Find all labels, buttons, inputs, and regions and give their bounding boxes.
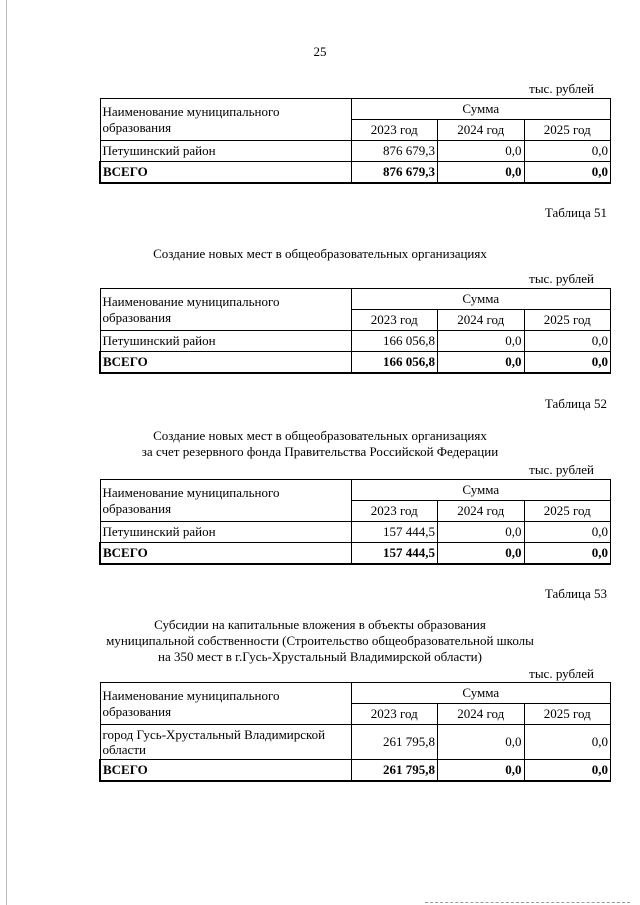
name-column-header: Наименование муниципального образования <box>100 683 351 725</box>
units-label: тыс. рублей <box>529 462 594 477</box>
table-row <box>100 141 611 162</box>
row-name: Петушинский район <box>100 522 351 543</box>
total-value: 157 444,5 <box>351 543 438 565</box>
sum-header: Сумма <box>351 99 611 120</box>
table-label: Таблица 51 <box>544 205 607 220</box>
row-value: 0,0 <box>524 141 611 162</box>
total-label: ВСЕГО <box>100 543 351 565</box>
table-row <box>100 725 611 760</box>
table-row <box>100 522 611 543</box>
total-value: 0,0 <box>524 352 611 374</box>
total-value: 0,0 <box>438 162 525 184</box>
sum-header: Сумма <box>351 480 611 501</box>
row-name: город Гусь-Хрустальный Владимирской области <box>100 725 351 760</box>
units-label: тыс. рублей <box>529 81 594 96</box>
year-header: 2025 год <box>524 501 611 522</box>
name-column-header: Наименование муниципального образования <box>100 480 351 522</box>
total-value: 876 679,3 <box>351 162 438 184</box>
units-label: тыс. рублей <box>529 666 594 681</box>
year-header: 2024 год <box>438 501 525 522</box>
row-value: 157 444,5 <box>351 522 438 543</box>
data-table-52 <box>99 479 611 565</box>
year-header: 2024 год <box>438 310 525 331</box>
year-header: 2025 год <box>524 704 611 725</box>
row-value: 261 795,8 <box>351 725 438 760</box>
sum-header: Сумма <box>351 289 611 310</box>
year-header: 2023 год <box>351 501 438 522</box>
year-header: 2025 год <box>524 310 611 331</box>
row-value: 0,0 <box>524 331 611 352</box>
scan-bottom-dash <box>425 902 630 903</box>
name-column-header: Наименование муниципального образования <box>100 99 351 141</box>
units-label: тыс. рублей <box>529 271 594 286</box>
total-row <box>100 543 611 565</box>
row-value: 0,0 <box>438 725 525 760</box>
table-row <box>100 331 611 352</box>
row-value: 166 056,8 <box>351 331 438 352</box>
data-table-51 <box>99 288 611 374</box>
total-value: 0,0 <box>438 760 525 782</box>
total-label: ВСЕГО <box>100 760 351 782</box>
row-value: 876 679,3 <box>351 141 438 162</box>
row-value: 0,0 <box>524 522 611 543</box>
sum-header: Сумма <box>351 683 611 704</box>
total-value: 0,0 <box>524 543 611 565</box>
row-name: Петушинский район <box>100 141 351 162</box>
year-header: 2023 год <box>351 704 438 725</box>
total-value: 0,0 <box>438 543 525 565</box>
total-label: ВСЕГО <box>100 162 351 184</box>
table-label: Таблица 52 <box>544 396 607 411</box>
row-name: Петушинский район <box>100 331 351 352</box>
total-label: ВСЕГО <box>100 352 351 374</box>
total-row <box>100 760 611 782</box>
table-title: Создание новых мест в общеобразовательных организациях за счет резервного фонда Правительства Российской Федерации <box>141 428 499 459</box>
row-value: 0,0 <box>438 331 525 352</box>
name-column-header: Наименование муниципального образования <box>100 289 351 331</box>
data-table-1 <box>99 98 611 184</box>
year-header: 2023 год <box>351 310 438 331</box>
total-value: 0,0 <box>524 162 611 184</box>
year-header: 2024 год <box>438 704 525 725</box>
page-number: 25 <box>313 44 327 59</box>
table-title: Субсидии на капитальные вложения в объекты образования муниципальной собственности (Строительство общеобразовательной школы на 350 мест в г.Гусь-Хрустальный Владимирской области) <box>106 617 534 664</box>
total-value: 0,0 <box>524 760 611 782</box>
table-label: Таблица 53 <box>544 586 607 601</box>
row-value: 0,0 <box>438 141 525 162</box>
total-value: 166 056,8 <box>351 352 438 374</box>
total-row <box>100 162 611 184</box>
year-header: 2023 год <box>351 120 438 141</box>
row-value: 0,0 <box>438 522 525 543</box>
year-header: 2025 год <box>524 120 611 141</box>
year-header: 2024 год <box>438 120 525 141</box>
total-row <box>100 352 611 374</box>
data-table-53 <box>99 682 611 782</box>
row-value: 0,0 <box>524 725 611 760</box>
table-title: Создание новых мест в общеобразовательных организациях <box>153 246 487 261</box>
total-value: 261 795,8 <box>351 760 438 782</box>
total-value: 0,0 <box>438 352 525 374</box>
